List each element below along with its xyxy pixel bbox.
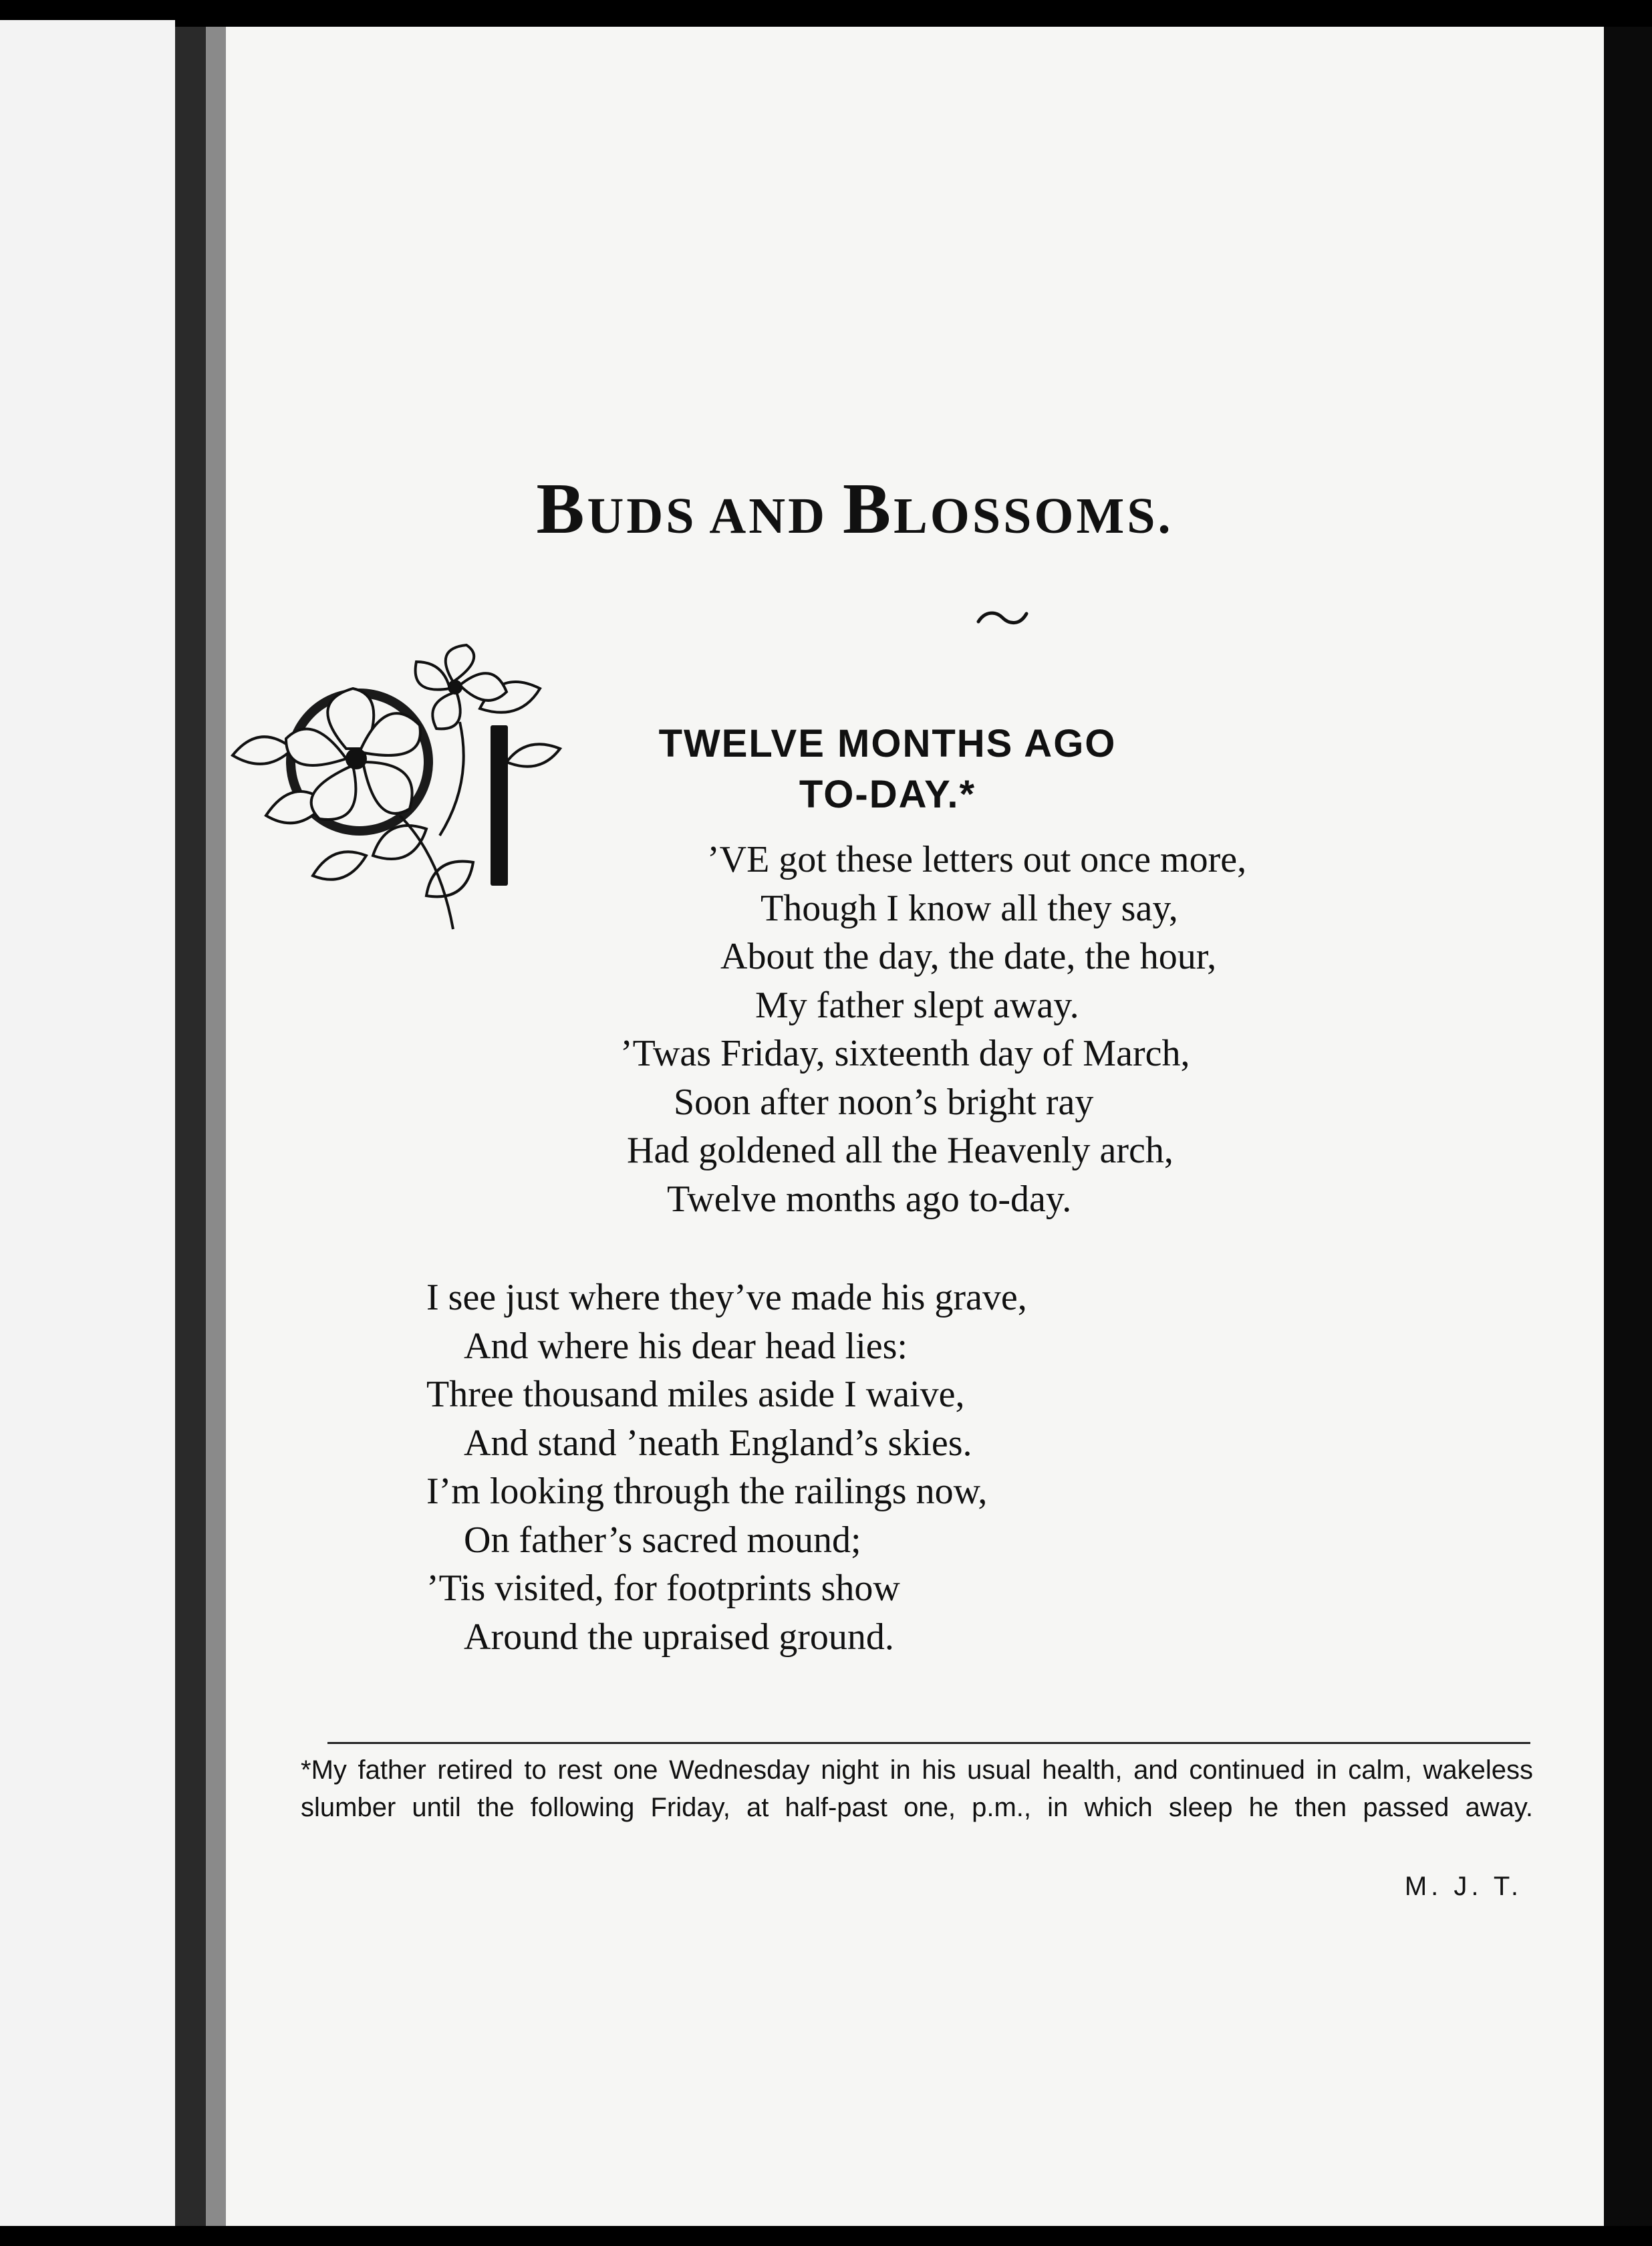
verse-line: Though I know all they say,	[761, 887, 1178, 929]
verse-line: ’VE got these letters out once more,	[707, 839, 1247, 880]
verse-line: ’Tis visited, for footprints show	[426, 1568, 900, 1609]
facing-page-edge	[0, 20, 175, 2226]
verse-line: Three thousand miles aside I waive,	[426, 1374, 965, 1415]
title-initial-b2: B	[843, 469, 894, 549]
book-page	[226, 27, 1604, 2226]
title-initial-b: B	[536, 469, 587, 549]
verse-line: About the day, the date, the hour,	[720, 936, 1217, 977]
book-gutter	[206, 27, 226, 2226]
verse-line: And stand ’neath England’s skies.	[464, 1422, 972, 1464]
footnote-divider	[327, 1742, 1530, 1744]
verse-line: Soon after noon’s bright ray	[674, 1081, 1094, 1123]
verse-line: I see just where they’ve made his grave,	[426, 1277, 1027, 1318]
verse-line: My father slept away.	[755, 984, 1079, 1026]
title-text-2: LOSSOMS.	[893, 488, 1174, 544]
title-text-1: UDS AND	[587, 488, 843, 544]
verse-line: And where his dear head lies:	[464, 1325, 908, 1367]
page-right-edge	[1604, 27, 1652, 2226]
poem-title	[587, 719, 1188, 820]
footnote: *My father retired to rest one Wednesday night in his usual health, and continued in calm, wakeless slumber until the following Friday, at half-past one, p.m., in which sleep he then passed away.	[301, 1755, 1533, 1822]
stanza-2	[426, 1273, 1027, 1661]
verse-line: Around the upraised ground.	[464, 1616, 894, 1658]
poem-title-line-2: TO-DAY.*	[799, 773, 976, 816]
verse-line: I’m looking through the railings now,	[426, 1471, 988, 1512]
verse-line: Twelve months ago to-day.	[667, 1178, 1072, 1220]
author-signature: M. J. T.	[1404, 1872, 1522, 1901]
verse-line: ’Twas Friday, sixteenth day of March,	[620, 1033, 1190, 1074]
poem-title-line-1: TWELVE MONTHS AGO	[658, 722, 1117, 765]
verse-line: Had goldened all the Heavenly arch,	[627, 1130, 1174, 1171]
stanza-1	[426, 836, 1246, 1223]
verse-line: On father’s sacred mound;	[464, 1519, 861, 1561]
book-gutter-shadow	[175, 27, 206, 2226]
swash-ornament-icon	[976, 608, 1029, 628]
book-title	[166, 468, 1544, 551]
